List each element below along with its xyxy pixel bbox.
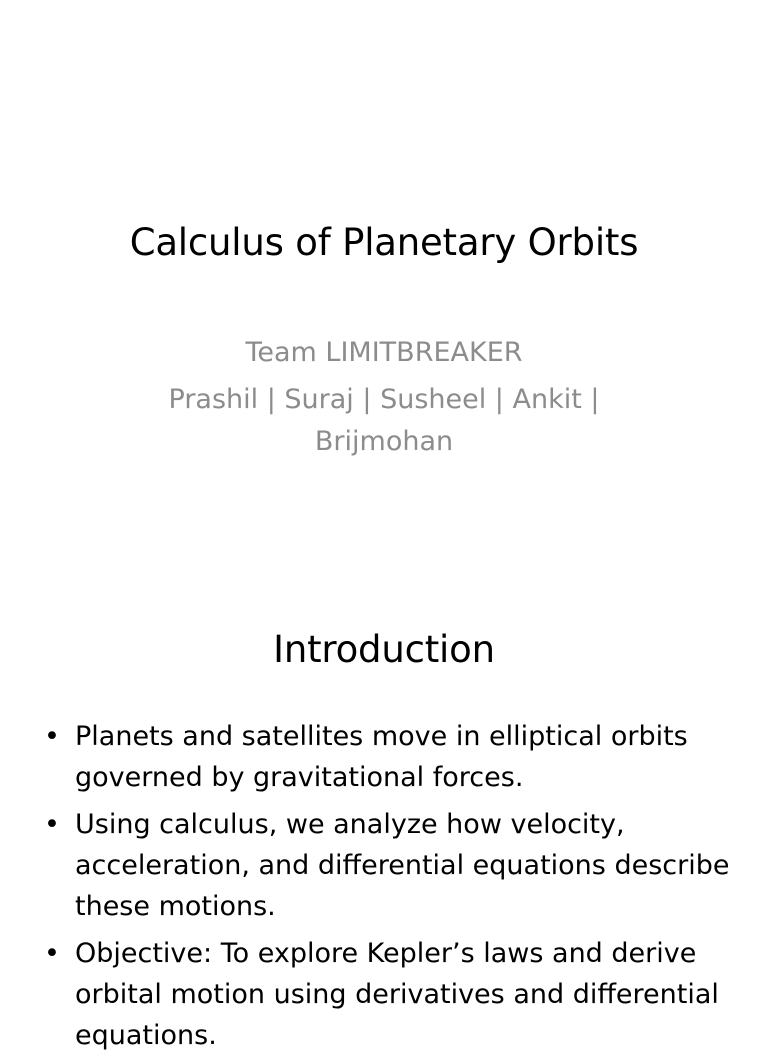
bullet-list — [38, 716, 738, 1062]
bullet-text: Using calculus, we analyze how velocity, acceleration, and differential equations describe these motions. — [75, 809, 730, 922]
bullet-item — [38, 933, 738, 1056]
bullet-text: Planets and satellites move in elliptical orbits governed by gravitational forces. — [75, 721, 688, 793]
slide-title: Calculus of Planetary Orbits — [129, 221, 639, 264]
bullet-item — [38, 804, 738, 927]
introduction-slide — [0, 576, 768, 1051]
bullet-icon: • — [44, 809, 60, 840]
bullet-text: Objective: To explore Kepler’s laws and derive orbital motion using derivatives and differential equations. — [75, 938, 719, 1051]
slide-subtitle — [120, 333, 648, 463]
bullet-icon: • — [44, 938, 60, 969]
bullet-item — [38, 716, 738, 798]
bullet-icon: • — [44, 721, 60, 752]
team-members: Prashil | Suraj | Susheel | Ankit | Brijmohan — [168, 384, 600, 457]
slide-title: Introduction — [273, 628, 495, 671]
team-name: Team LIMITBREAKER — [245, 337, 523, 368]
